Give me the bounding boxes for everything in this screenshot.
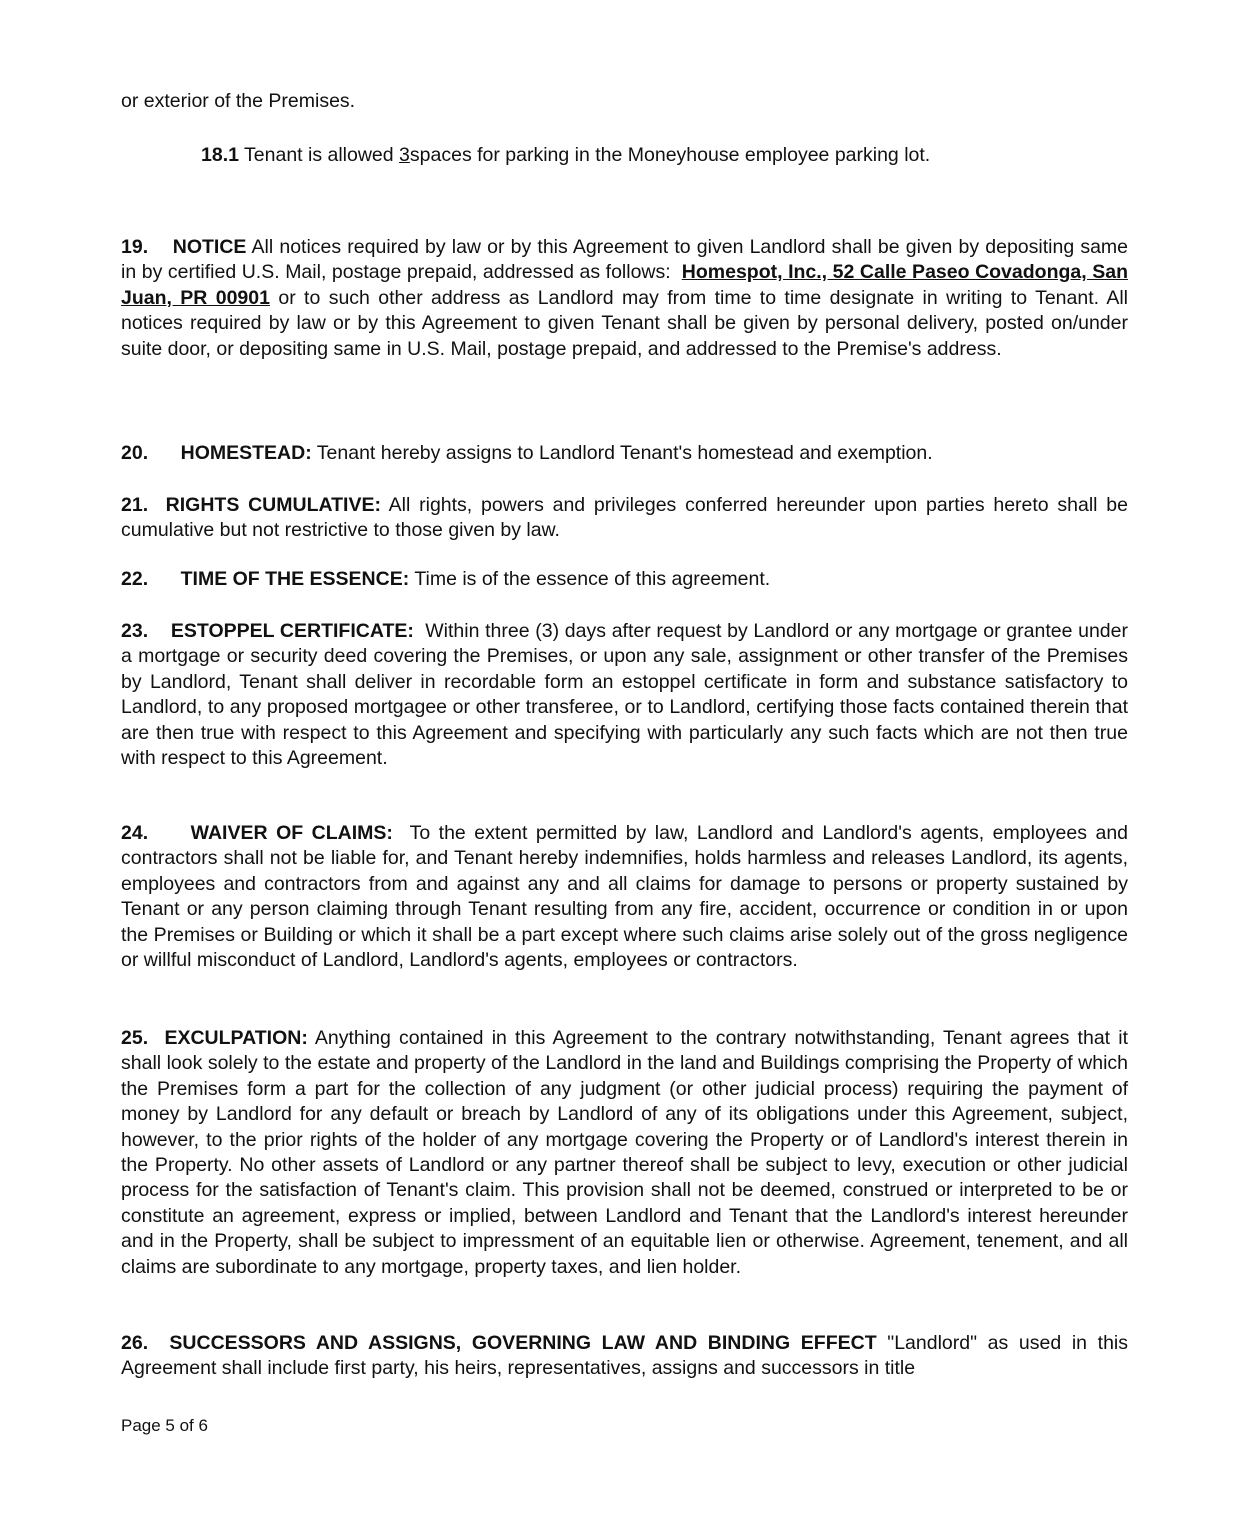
section-23-estoppel-certificate: 23. ESTOPPEL CERTIFICATE: Within three (3) days after request by Landlord or any mortgage or grantee under a mortgage or security deed covering the Premises, or upon any sale, assignment or other transfer of the Premises by Landlord, Tenant shall deliver in recordable form an estoppel certificate in form and substance satisfactory to Landlord, to any proposed mortgagee or other transferee, or to Landlord, certifying those facts contained therein that are then true with respect to this Agreement and specifying with particularly any such facts which are not then true with respect to this Agreement. (121, 620, 1128, 770)
section-26-successors-assigns: 26. SUCCESSORS AND ASSIGNS, GOVERNING LAW AND BINDING EFFECT "Landlord" as used in this Agreement shall include first party, his heirs, representatives, assigns and successors in title (121, 1332, 1128, 1380)
parking-spaces-count: 3 (399, 144, 410, 166)
section-heading: HOMESTEAD: (180, 442, 312, 464)
section-heading: RIGHTS CUMULATIVE: (165, 494, 381, 516)
section-heading: EXCULPATION: (164, 1027, 308, 1049)
section-heading: WAIVER OF CLAIMS: (190, 822, 393, 844)
section-heading: SUCCESSORS AND ASSIGNS, GOVERNING LAW AND BINDING EFFECT (169, 1332, 877, 1354)
section-number: 24. (121, 822, 149, 844)
section-25-exculpation: 25. EXCULPATION: Anything contained in this Agreement to the contrary notwithstanding, Tenant agrees that it shall look solely to the estate and property of the Landlord in the land and Buildings comprising the Property of which the Premises form a part for the collection of any judgment (or other judicial process) requiring the payment of money by Landlord for any default or breach by Landlord of any of its obligations under this Agreement, subject, however, to the prior rights of the holder of any mortgage covering the Property or of Landlord's interest therein in the Property. No other assets of Landlord or any partner thereof shall be subject to levy, execution or other judicial process for the satisfaction of Tenant's claim. This provision shall not be deemed, construed or interpreted to be or constitute an agreement, express or implied, between Landlord and Tenant that the Landlord's interest hereunder and in the Property, shall be subject to impressment of an equitable lien or otherwise. Agreement, tenement, and all claims are subordinate to any mortgage, property taxes, and lien holder. (121, 1027, 1129, 1278)
section-24-waiver-of-claims: 24. WAIVER OF CLAIMS: To the extent permitted by law, Landlord and Landlord's agents, employees and contractors shall not be liable for, and Tenant hereby indemnifies, holds harmless and releases Landlord, its agents, employees and contractors from and against any and all claims for damage to persons or property sustained by Tenant or any person claiming through Tenant resulting from any fire, accident, occurrence or condition in or upon the Premises or Building or which it shall be a part except where such claims arise solely out of the gross negligence or willful misconduct of Landlord, Landlord's agents, employees or contractors. (121, 822, 1129, 972)
section-20-homestead: 20. HOMESTEAD: Tenant hereby assigns to Landlord Tenant's homestead and exemption. (121, 442, 933, 464)
section-number: 26. (121, 1332, 149, 1354)
intro-line: or exterior of the Premises. (121, 90, 356, 112)
section-heading: NOTICE (172, 236, 247, 258)
section-number: 23. (121, 620, 149, 642)
page-number: Page 5 of 6 (121, 1416, 208, 1435)
landlord-address: Homespot, Inc., 52 Calle Paseo Covadonga, San Juan, PR 00901 (121, 261, 1128, 309)
section-heading: TIME OF THE ESSENCE: (180, 568, 410, 590)
section-number: 22. (121, 568, 149, 590)
section-number: 25. (121, 1027, 149, 1049)
section-22-time-of-essence: 22. TIME OF THE ESSENCE: Time is of the essence of this agreement. (121, 568, 771, 590)
section-number: 21. (121, 494, 149, 516)
section-19-notice: 19. NOTICE All notices required by law or by this Agreement to given Landlord shall be given by depositing same in by certified U.S. Mail, postage prepaid, addressed as follows: Homespot, Inc., 52 Calle Paseo Covadonga, San Juan, PR 00901 or to such other address as Landlord may from time to time designate in writing to Tenant. All notices required by law or by this Agreement to given Tenant shall be given by personal delivery, posted on/under suite door, or depositing same in U.S. Mail, postage prepaid, and addressed to the Premise's address. (121, 236, 1129, 360)
section-18-1: 18.1 Tenant is allowed 3spaces for parking in the Moneyhouse employee parking lot. (201, 144, 931, 166)
section-heading: ESTOPPEL CERTIFICATE: (170, 620, 414, 642)
section-number: 18.1 (201, 144, 239, 166)
section-21-rights-cumulative: 21. RIGHTS CUMULATIVE: All rights, powers and privileges conferred hereunder upon parties hereto shall be cumulative but not restrictive to those given by law. (121, 494, 1128, 542)
section-number: 20. (121, 442, 149, 464)
section-number: 19. (121, 236, 149, 258)
